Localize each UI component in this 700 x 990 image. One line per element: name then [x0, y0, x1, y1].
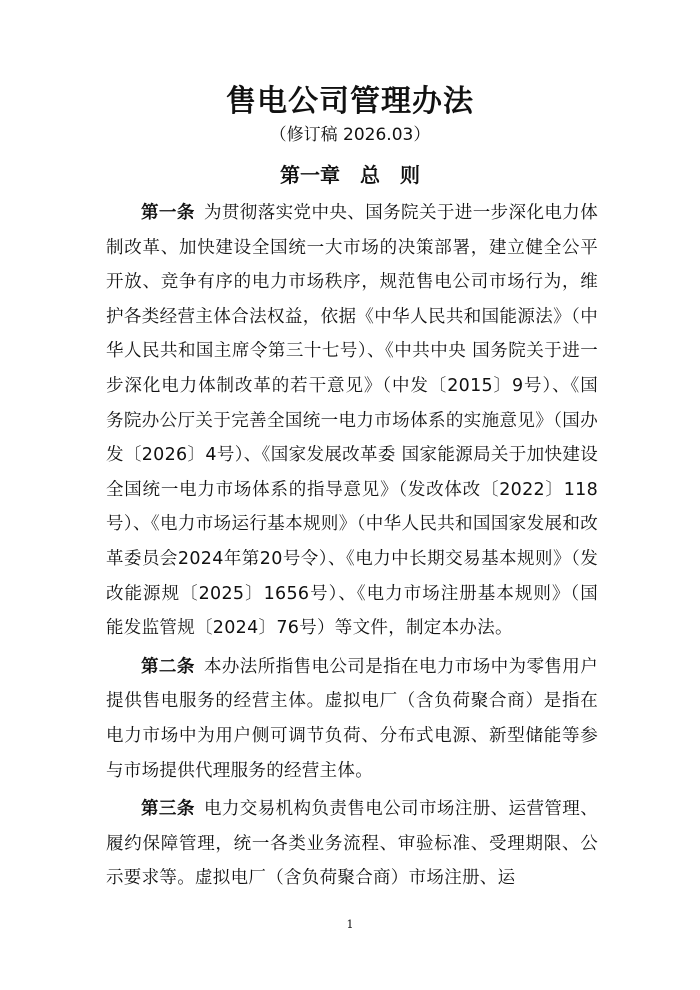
- article-1: [106, 196, 598, 646]
- article-3-label: 第三条: [141, 799, 195, 820]
- document-subtitle: （修订稿 2026.03）: [269, 125, 431, 145]
- article-3-text: 电力交易机构负责售电公司市场注册、运营管理、履约保障管理，统一各类业务流程、审验标准、受理期限、公示要求等。虚拟电厂（含负荷聚合商）市场注册、运: [106, 799, 598, 889]
- article-3: [106, 792, 598, 896]
- article-2-label: 第二条: [141, 656, 195, 677]
- document-body: [106, 196, 598, 896]
- article-1-text: 为贯彻落实党中央、国务院关于进一步深化电力体制改革、加快建设全国统一大市场的决策部署，建立健全公平开放、竞争有序的电力市场秩序，规范售电公司市场行为，维护各类经营主体合法权益，依据《中华人民共和国能源法》（中华人民共和国主席令第三十七号）、《中共中央 国务院关于进一步深化电力体制改革的若干意见》（中发〔2015〕9号）、《国务院办公厅关于完善全国统一电力市场体系的实施意见》（国办发〔2026〕4号）、《国家发展改革委 国家能源局关于加快建设全国统一电力市场体系的指导意见》（发改体改〔2022〕118号）、《电力市场运行基本规则》（中华人民共和国国家发展和改革委员会2024年第20号令）、《电力中长期交易基本规则》（发改能源规〔2025〕1656号）、《电力市场注册基本规则》（国能发监管规〔2024〕76号）等文件，制定本办法。: [106, 203, 598, 639]
- article-2-text: 本办法所指售电公司是指在电力市场中为零售用户提供售电服务的经营主体。虚拟电厂（含负荷聚合商）是指在电力市场中为用户侧可调节负荷、分布式电源、新型储能等参与市场提供代理服务的经营主体。: [106, 656, 598, 781]
- article-2: [106, 650, 598, 788]
- article-1-label: 第一条: [141, 203, 195, 223]
- chapter-heading: 第一章 总 则: [280, 163, 420, 187]
- document-title: 售电公司管理办法: [226, 84, 474, 119]
- page-number: 1: [346, 918, 354, 931]
